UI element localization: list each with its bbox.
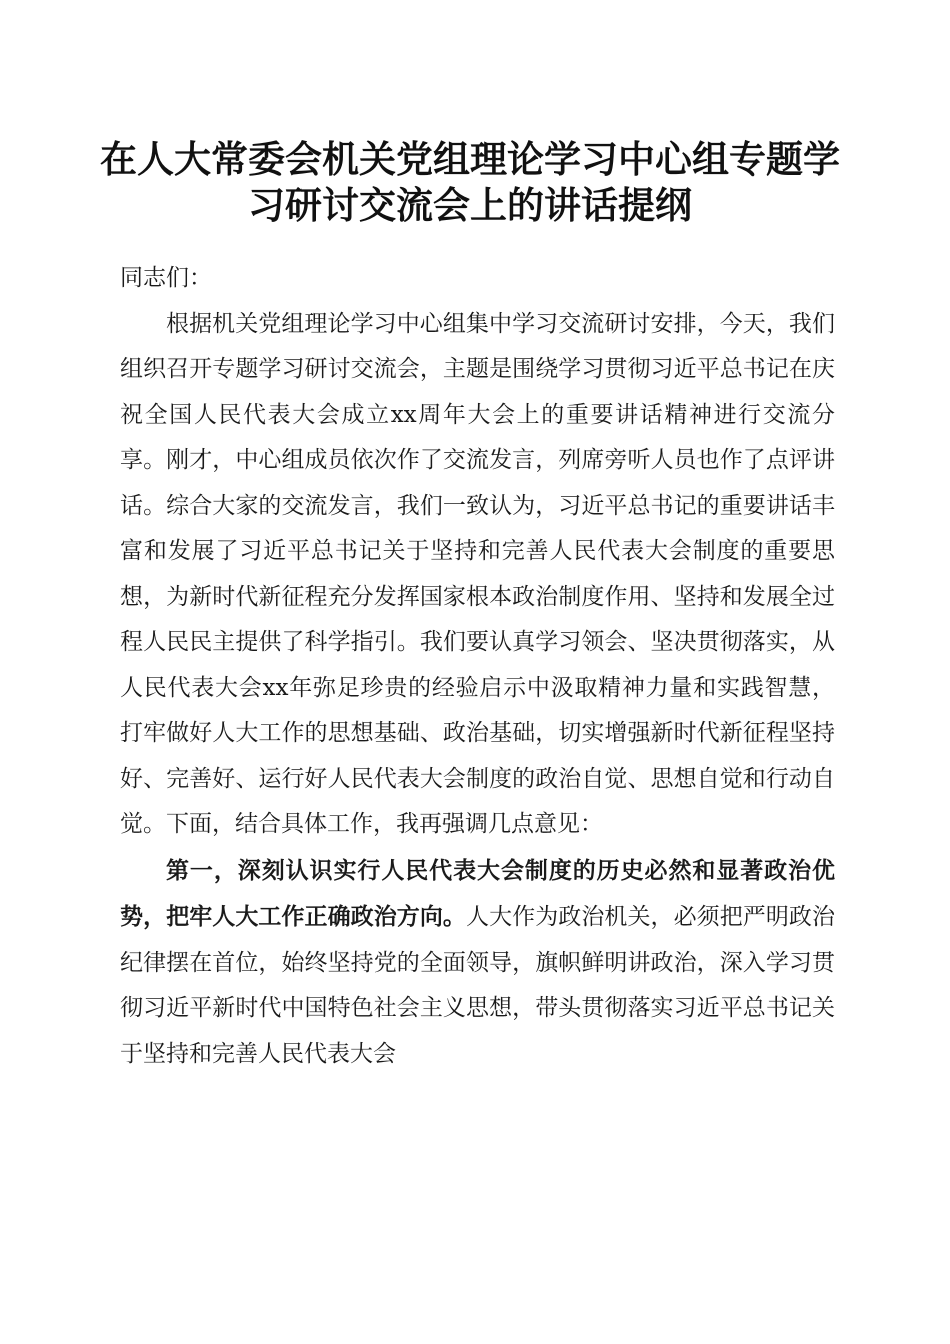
paragraph-2-heading: 第一，深刻认识实行人民代表大会制度的历史必然和显著政治优势，把牢人大工作正确政治方向。 [120, 856, 835, 930]
document-title [100, 136, 840, 228]
document-body [120, 256, 835, 1077]
title-line-1: 在人大常委会机关党组理论学习中心组专题学 [100, 137, 840, 181]
paragraph-2 [120, 848, 835, 1078]
paragraph-1: 根据机关党组理论学习中心组集中学习交流研讨安排，今天，我们组织召开专题学习研讨交流会，主题是围绕学习贯彻习近平总书记在庆祝全国人民代表大会成立xx周年大会上的重要讲话精神进行交流分享。刚才，中心组成员依次作了交流发言，列席旁听人员也作了点评讲话。综合大家的交流发言，我们一致认为，习近平总书记的重要讲话丰富和发展了习近平总书记关于坚持和完善人民代表大会制度的重要思想，为新时代新征程充分发挥国家根本政治制度作用、坚持和发展全过程人民民主提供了科学指引。我们要认真学习领会、坚决贯彻落实，从人民代表大会xx年弥足珍贵的经验启示中汲取精神力量和实践智慧，打牢做好人大工作的思想基础、政治基础，切实增强新时代新征程坚持好、完善好、运行好人民代表大会制度的政治自觉、思想自觉和行动自觉。下面，结合具体工作，我再强调几点意见： [120, 310, 835, 837]
paragraph-2-text: 人大作为政治机关，必须把严明政治纪律摆在首位，始终坚持党的全面领导，旗帜鲜明讲政治，深入学习贯彻习近平新时代中国特色社会主义思想，带头贯彻落实习近平总书记关于坚持和完善人民代表大会 [120, 904, 835, 1067]
salutation: 同志们： [120, 265, 212, 291]
title-line-2: 习研讨交流会上的讲话提纲 [248, 183, 692, 227]
